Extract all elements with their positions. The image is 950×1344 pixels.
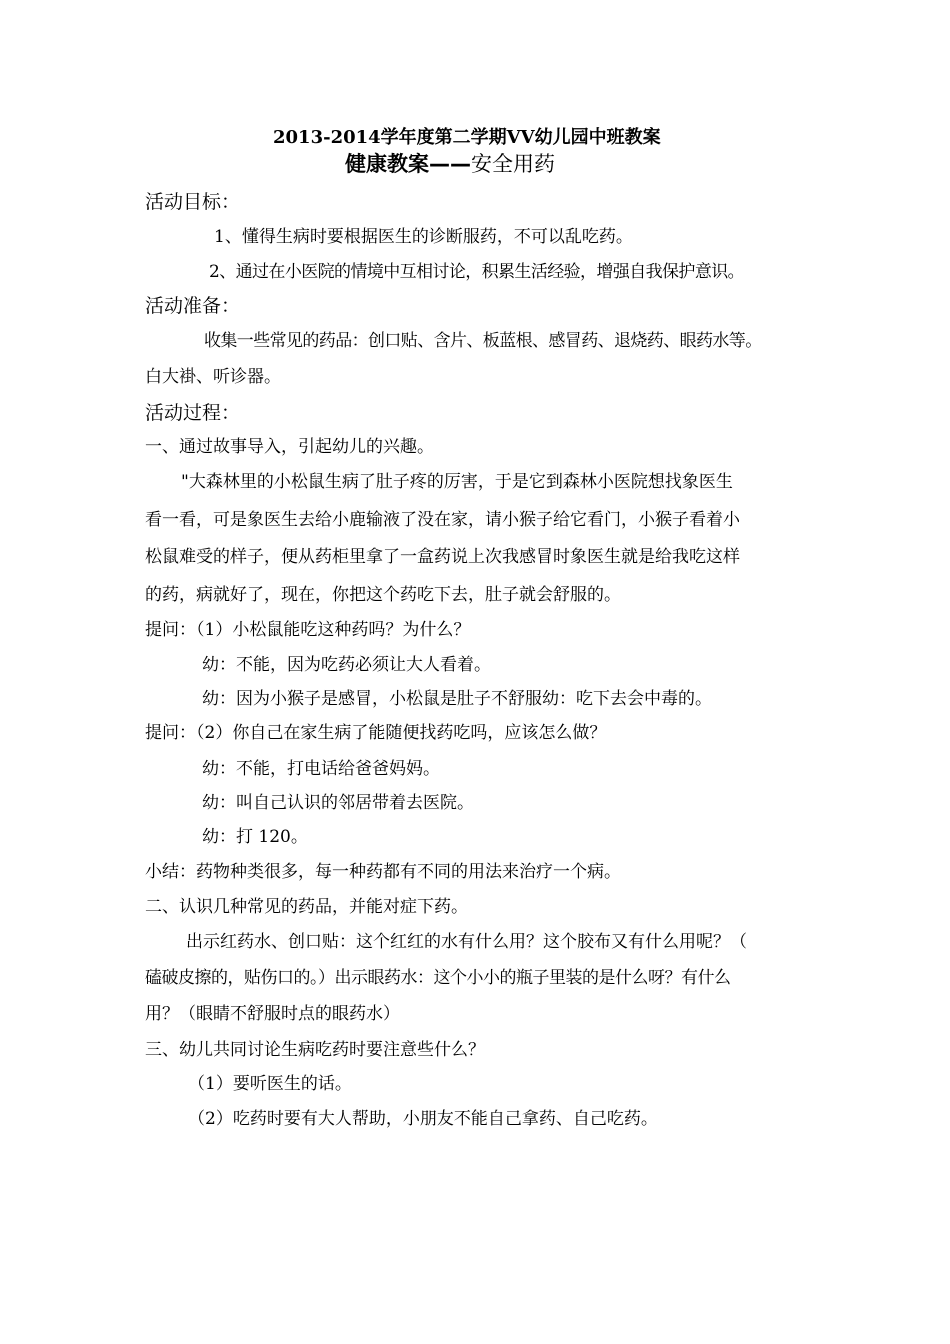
prep-text: 收集一些常见的药品：创口贴、含片、板蓝根、感冒药、退烧药、眼药水等。 [204,331,762,351]
body-text: 磕破皮擦的，贴伤口的。）出示眼药水：这个小小的瓶子里装的是什么呀？有什么 [145,968,731,988]
body-text: 用？（眼睛不舒服时点的眼药水） [145,1004,400,1024]
summary: 小结：药物种类很多，每一种药都有不同的用法来治疗一个病。 [145,862,621,882]
step-heading: 三、幼儿共同讨论生病吃药时要注意些什么？ [145,1040,485,1060]
story-text: 的药，病就好了，现在，你把这个药吃下去，肚子就会舒服的。 [145,585,621,605]
question: 提问：（1）小松鼠能吃这种药吗？为什么？ [145,620,471,640]
question: 提问：（2）你自己在家生病了能随便找药吃吗，应该怎么做？ [145,723,607,743]
prep-text: 白大褂、听诊器。 [145,367,281,387]
answer: 幼：不能，因为吃药必须让大人看着。 [202,655,491,675]
goal-item: 1、懂得生病时要根据医生的诊断服药，不可以乱吃药。 [214,227,633,247]
story-text: 看一看，可是象医生去给小鹿输液了没在家，请小猴子给它看门，小猴子看着小 [145,510,740,530]
lesson-title [345,151,555,177]
story-text: "大森林里的小松鼠生病了肚子疼的厉害，于是它到森林小医院想找象医生 [181,472,733,492]
goals-heading: 活动目标： [145,191,241,213]
answer: 幼：不能，打电话给爸爸妈妈。 [202,759,440,779]
note-item: （1）要听医生的话。 [188,1074,352,1094]
process-heading: 活动过程： [145,402,241,424]
answer: 幼：叫自己认识的邻居带着去医院。 [202,793,474,813]
lesson-title-topic: 安全用药 [471,152,555,176]
document-title: 2013-2014学年度第二学期VV幼儿园中班教案 [273,127,661,148]
answer: 幼：因为小猴子是感冒，小松鼠是肚子不舒服幼：吃下去会中毒的。 [202,689,712,709]
answer: 幼：打 120。 [202,827,308,847]
story-text: 松鼠难受的样子，便从药柜里拿了一盒药说上次我感冒时象医生就是给我吃这样 [145,547,740,567]
lesson-title-prefix: 健康教案—— [345,152,471,176]
prep-heading: 活动准备： [145,295,241,317]
body-text: 出示红药水、创口贴：这个红红的水有什么用？这个胶布又有什么用呢？（ [186,932,747,952]
note-item: （2）吃药时要有大人帮助，小朋友不能自己拿药、自己吃药。 [188,1109,658,1129]
step-heading: 一、通过故事导入，引起幼儿的兴趣。 [145,437,434,457]
step-heading: 二、认识几种常见的药品，并能对症下药。 [145,897,468,917]
goal-item: 2、通过在小医院的情境中互相讨论，积累生活经验，增强自我保护意识。 [209,262,745,282]
